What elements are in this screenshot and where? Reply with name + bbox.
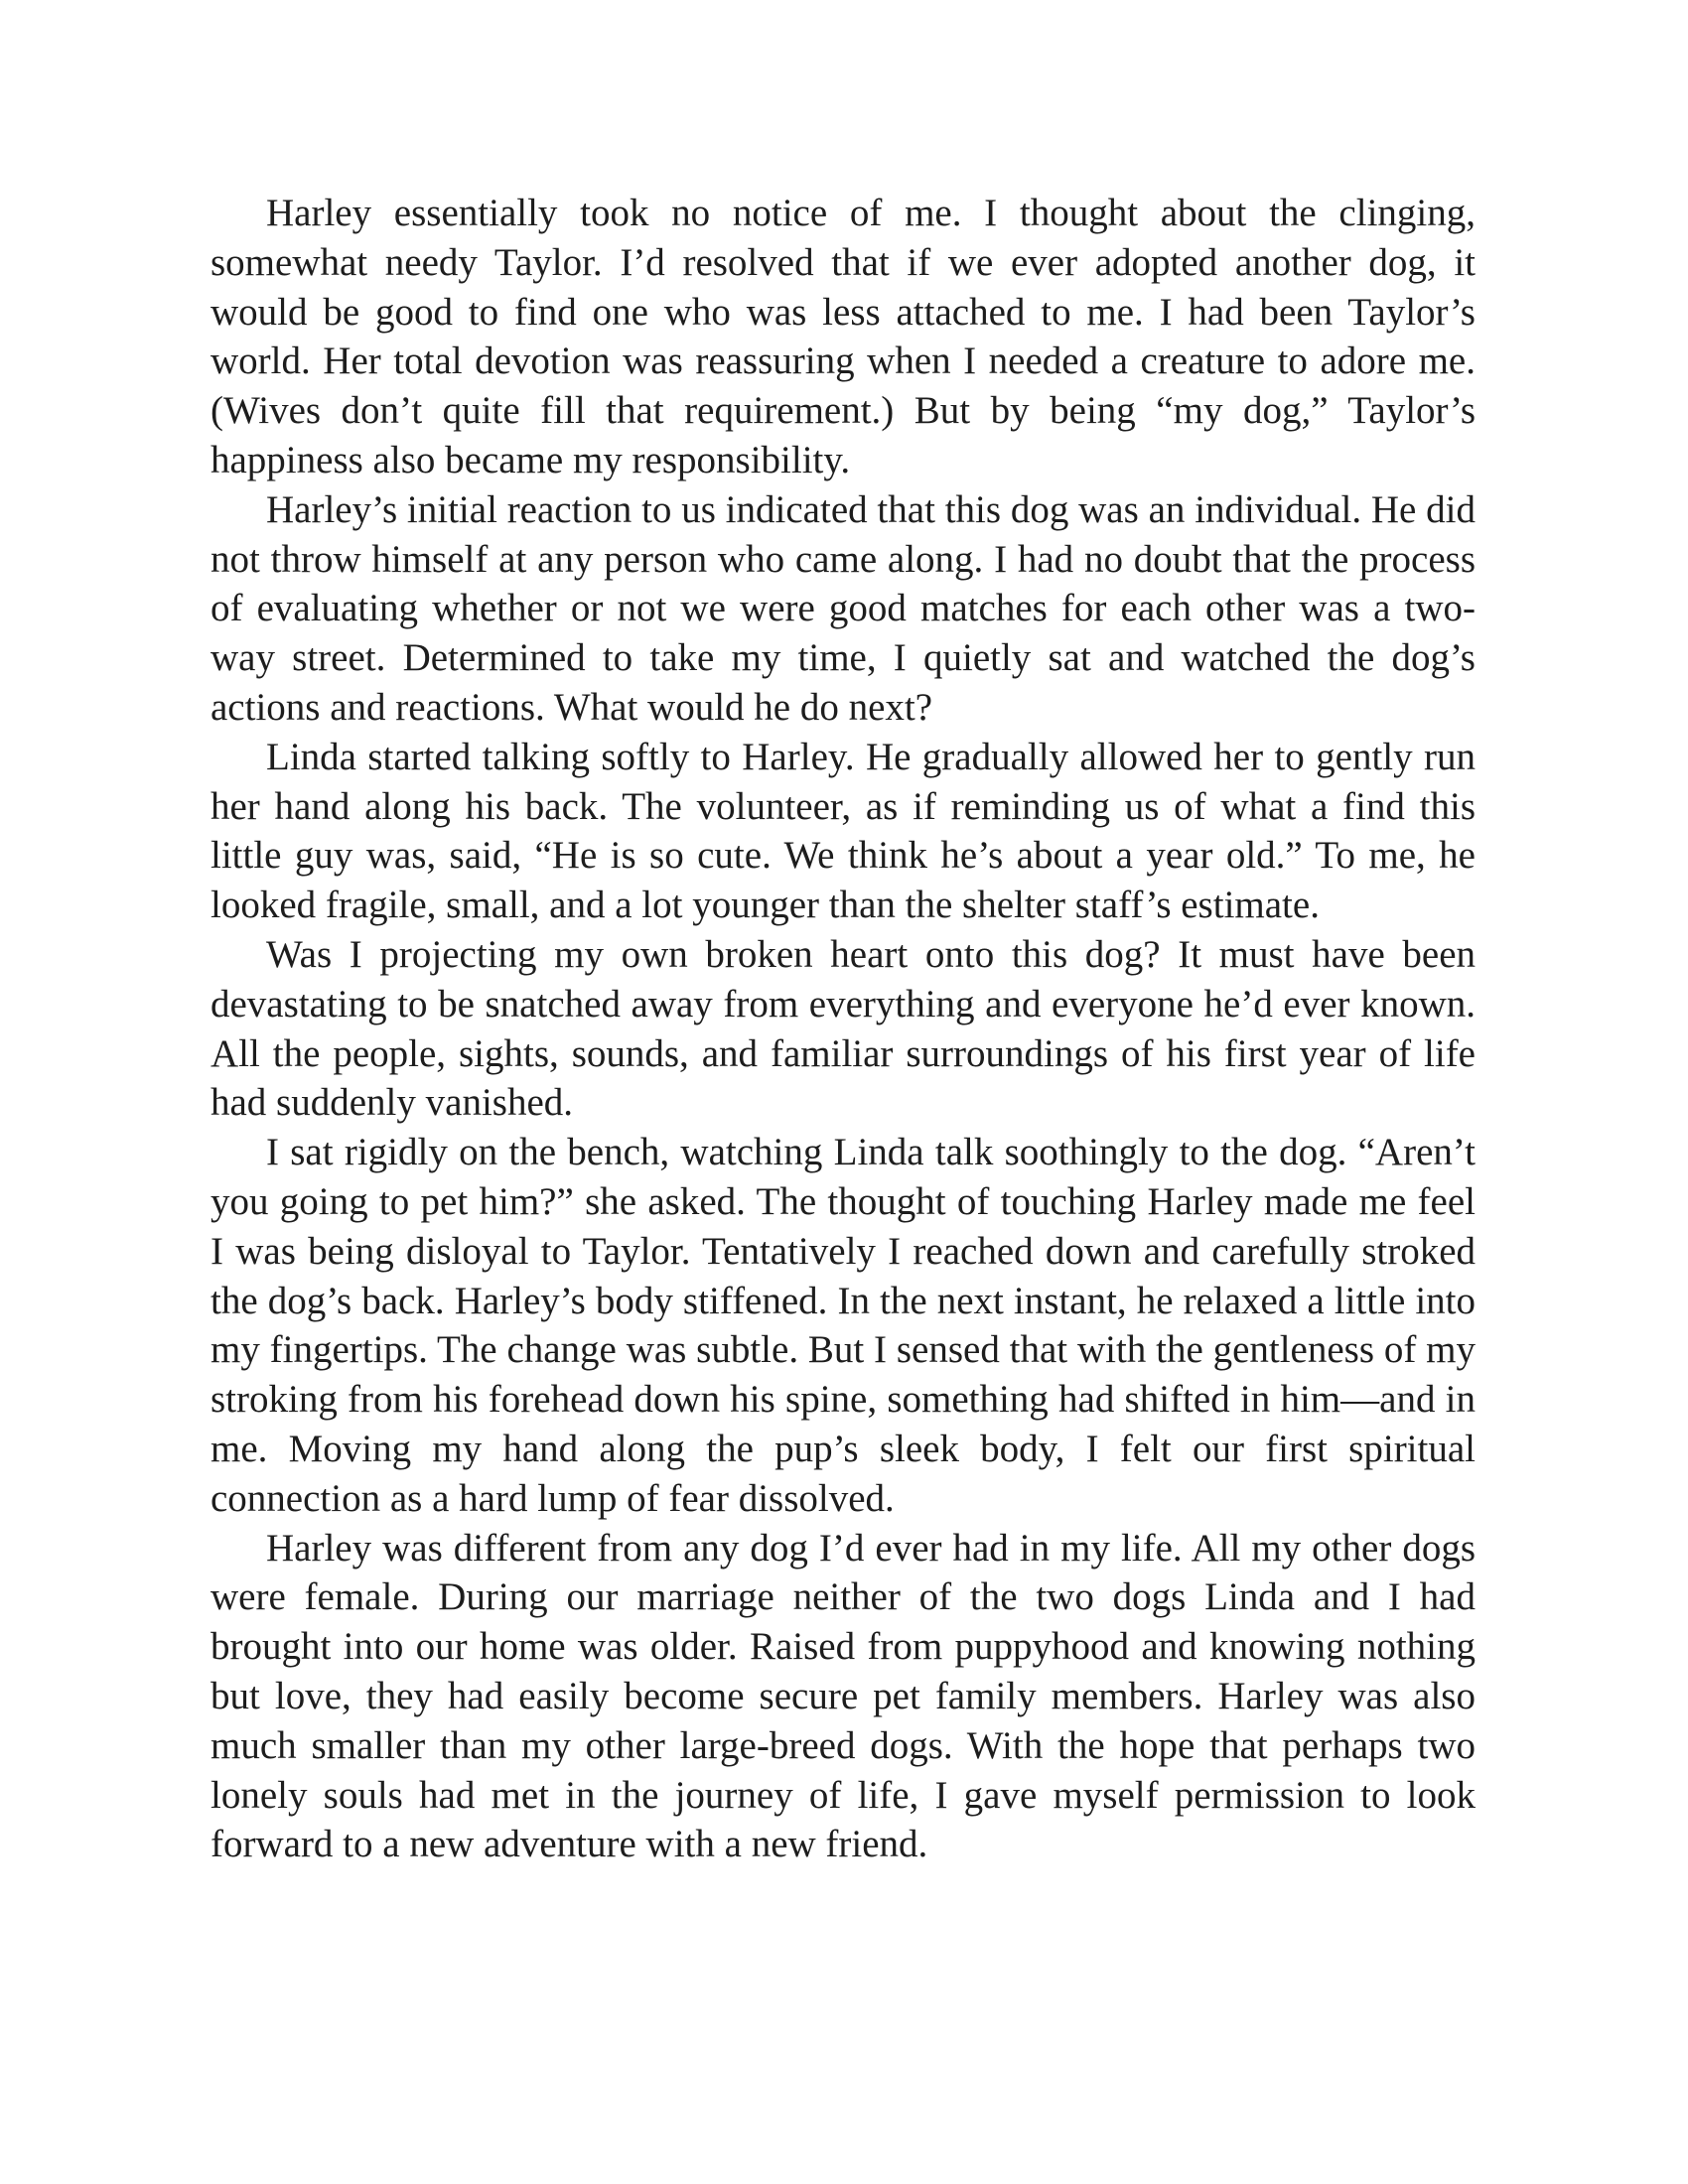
- paragraph: Linda started talking softly to Harley. He gradually allowed her to gently run her hand along his back. The volunteer, as if reminding us of what a find this little guy was, said, “He is so cute. We think he’s about a year old.” To me, he looked fragile, small, and a lot younger than the shelter staff’s estimate.: [211, 735, 1476, 927]
- paragraph: Harley essentially took no notice of me. I thought about the clinging, somewhat needy Taylor. I’d resolved that if we ever adopted another dog, it would be good to find one who was less attached to me. I had been Taylor’s world. Her total devotion was reassuring when I needed a creature to adore me. (Wives don’t quite fill that requirement.) But by being “my dog,” Taylor’s happiness also became my responsibility.: [211, 192, 1476, 481]
- page-body: [211, 189, 1476, 1869]
- paragraph: I sat rigidly on the bench, watching Linda talk soothingly to the dog. “Aren’t you going to pet him?” she asked. The thought of touching Harley made me feel I was being disloyal to Taylor. Tentatively I reached down and carefully stroked the dog’s back. Harley’s body stiffened. In the next instant, he relaxed a little into my fingertips. The change was subtle. But I sensed that with the gentleness of my stroking from his forehead down his spine, something had shifted in him—and in me. Moving my hand along the pup’s sleek body, I felt our first spiritual connection as a hard lump of fear dissolved.: [211, 1131, 1476, 1520]
- paragraph: Harley’s initial reaction to us indicated that this dog was an individual. He did not throw himself at any person who came along. I had no doubt that the process of evaluating whether or not we were good matches for each other was a two-way street. Determined to take my time, I quietly sat and watched the dog’s actions and reactions. What would he do next?: [211, 487, 1476, 729]
- paragraph: Harley was different from any dog I’d ever had in my life. All my other dogs were female. During our marriage neither of the two dogs Linda and I had brought into our home was older. Raised from puppyhood and knowing nothing but love, they had easily become secure pet family members. Harley was also much smaller than my other large-breed dogs. With the hope that perhaps two lonely souls had met in the journey of life, I gave myself permission to look forward to a new adventure with a new friend.: [211, 1526, 1476, 1866]
- paragraph: Was I projecting my own broken heart onto this dog? It must have been devastating to be snatched away from everything and everyone he’d ever known. All the people, sights, sounds, and familiar surroundings of his first year of life had suddenly vanished.: [211, 932, 1476, 1125]
